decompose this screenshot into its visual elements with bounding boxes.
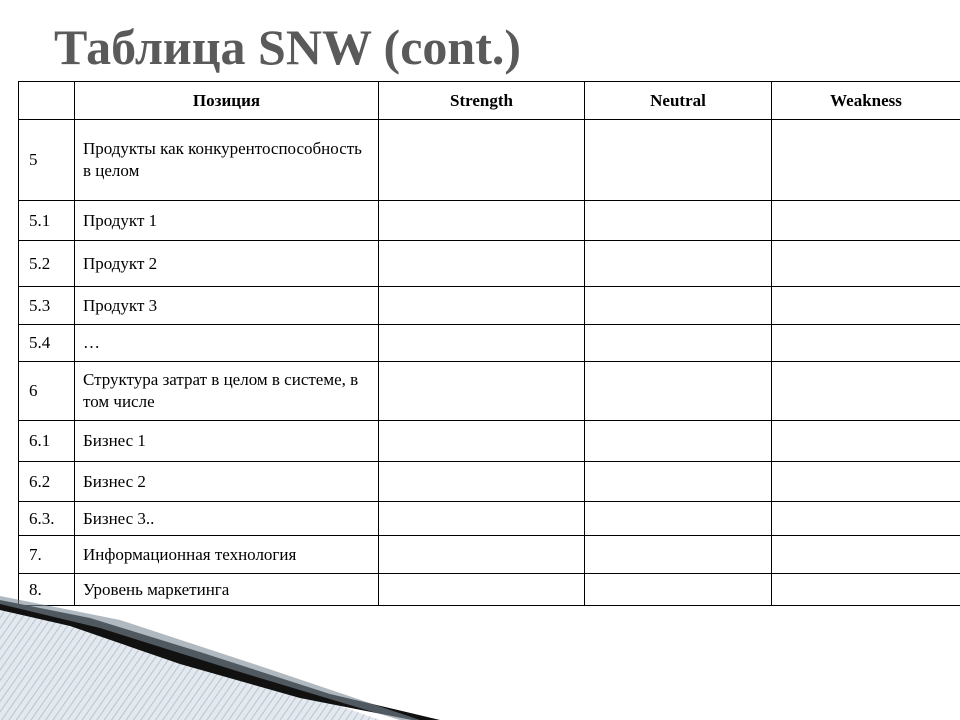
row-strength <box>379 536 585 574</box>
row-number: 5 <box>19 120 75 201</box>
table-row <box>19 362 960 421</box>
row-position: Бизнес 3.. <box>75 502 379 536</box>
row-number: 5.4 <box>19 325 75 362</box>
row-weakness <box>772 362 960 421</box>
row-weakness <box>772 120 960 201</box>
row-position: Продукт 3 <box>75 287 379 325</box>
row-strength <box>379 241 585 287</box>
row-neutral <box>585 536 772 574</box>
table-row <box>19 120 960 201</box>
row-neutral <box>585 287 772 325</box>
row-number: 7. <box>19 536 75 574</box>
row-position: … <box>75 325 379 362</box>
header-position: Позиция <box>75 82 379 120</box>
row-neutral <box>585 362 772 421</box>
row-weakness <box>772 421 960 462</box>
table-row <box>19 462 960 502</box>
table-row <box>19 502 960 536</box>
row-neutral <box>585 502 772 536</box>
row-position: Информационная технология <box>75 536 379 574</box>
row-strength <box>379 502 585 536</box>
row-weakness <box>772 287 960 325</box>
row-strength <box>379 362 585 421</box>
row-number: 6.1 <box>19 421 75 462</box>
row-weakness <box>772 536 960 574</box>
row-position: Бизнес 2 <box>75 462 379 502</box>
row-weakness <box>772 201 960 241</box>
row-neutral <box>585 325 772 362</box>
row-strength <box>379 120 585 201</box>
row-strength <box>379 201 585 241</box>
row-weakness <box>772 502 960 536</box>
row-position: Бизнес 1 <box>75 421 379 462</box>
table-row <box>19 241 960 287</box>
row-neutral <box>585 462 772 502</box>
row-weakness <box>772 241 960 287</box>
header-neutral: Neutral <box>585 82 772 120</box>
row-neutral <box>585 241 772 287</box>
row-strength <box>379 421 585 462</box>
row-position: Уровень маркетинга <box>75 574 379 606</box>
table-row <box>19 421 960 462</box>
decorative-swoosh <box>0 596 960 720</box>
row-strength <box>379 462 585 502</box>
row-number: 5.2 <box>19 241 75 287</box>
row-strength <box>379 325 585 362</box>
snw-table <box>18 81 960 606</box>
slide-title: Таблица SNW (cont.) <box>54 19 521 75</box>
header-weakness: Weakness <box>772 82 960 120</box>
row-position: Продукт 1 <box>75 201 379 241</box>
row-neutral <box>585 120 772 201</box>
row-strength <box>379 287 585 325</box>
row-neutral <box>585 201 772 241</box>
row-position: Продукты как конкурентоспособность в целом <box>75 120 379 201</box>
header-row <box>19 82 960 120</box>
row-number: 8. <box>19 574 75 606</box>
table-row <box>19 536 960 574</box>
row-neutral <box>585 421 772 462</box>
row-weakness <box>772 462 960 502</box>
table-row <box>19 325 960 362</box>
row-number: 6.3. <box>19 502 75 536</box>
header-strength: Strength <box>379 82 585 120</box>
row-position: Продукт 2 <box>75 241 379 287</box>
row-number: 6 <box>19 362 75 421</box>
row-number: 5.1 <box>19 201 75 241</box>
header-number <box>19 82 75 120</box>
row-number: 5.3 <box>19 287 75 325</box>
row-position: Структура затрат в целом в системе, в том числе <box>75 362 379 421</box>
row-weakness <box>772 325 960 362</box>
table-row <box>19 287 960 325</box>
row-number: 6.2 <box>19 462 75 502</box>
table-row <box>19 201 960 241</box>
